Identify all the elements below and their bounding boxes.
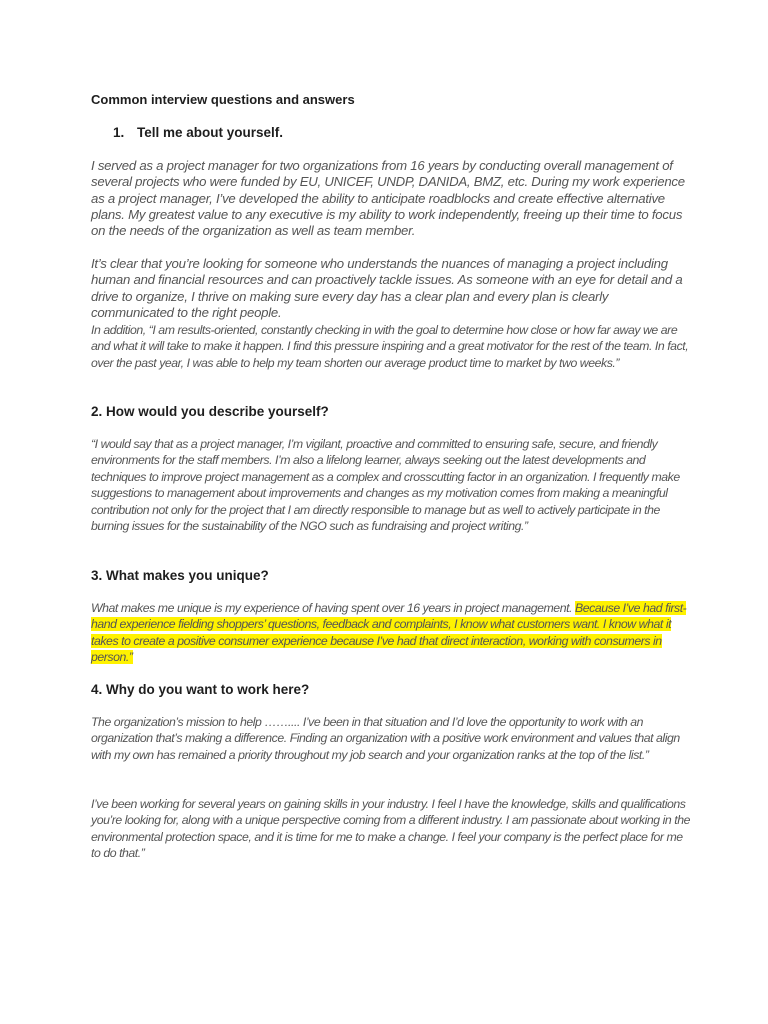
question-text-1: Tell me about yourself. (137, 125, 284, 140)
answer-1-paragraph-1: I served as a project manager for two organizations from 16 years by conducting overall management of several projects who were funded by EU, UNICEF, UNDP, DANIDA, BMZ, etc. During my work experience as a project manager, I’ve developed the ability to anticipate roadblocks and create effective alternative plans. My greatest value to any executive is my ability to work independently, freeing up their time to focus on the needs of the organization as well as team member. (91, 158, 685, 239)
answer-3-plain-text: What makes me unique is my experience of having spent over 16 years in project management. (91, 601, 573, 615)
question-heading-3: 3. What makes you unique? (91, 568, 269, 583)
question-heading-1 (113, 125, 283, 140)
answer-3-paragraph-1 (91, 600, 691, 666)
question-number-1: 1. (113, 125, 125, 140)
answer-1-paragraph-2: It’s clear that you’re looking for someone who understands the nuances of managing a project including human and financial resources and can proactively tackle issues. As someone with an eye for detail and a drive to organize, I thrive on making sure every day has a clear plan and every plan is clearly communicated to the right people. (91, 256, 683, 320)
question-heading-4: 4. Why do you want to work here? (91, 682, 310, 697)
answer-4-paragraph-2: I’ve been working for several years on gaining skills in your industry. I feel I have the knowledge, skills and qualifications you’re looking for, along with a unique perspective coming from a different industry. I am passionate about working in the environmental protection space, and it is time for me to make a change. I feel your company is the perfect place for me to do that.” (91, 797, 691, 861)
document-title: Common interview questions and answers (91, 92, 355, 107)
question-heading-2: 2. How would you describe yourself? (91, 404, 329, 419)
answer-4-paragraph-1: The organization’s mission to help …….... I’ve been in that situation and I’d love the opportunity to work with an organization that’s making a difference. Finding an organization with a positive work environment and values that align with my own has remained a priority throughout my job search and your organization ranks at the top of the list.” (91, 715, 680, 762)
answer-3-highlighted-text: Because I’ve had first-hand experience fielding shoppers’ questions, feedback and complaints, I know what customers want. I know what it takes to create a positive consumer experience because I’ve had that direct interaction, working with consumers in person.” (91, 601, 687, 665)
answer-2-paragraph-1: “I would say that as a project manager, I’m vigilant, proactive and committed to ensuring safe, secure, and friendly environments for the staff members. I’m also a lifelong learner, always seeking out the latest developments and techniques to improve project management as a complex and crosscutting factor in an organization. I frequently make suggestions to management about improvements and changes as my motivation comes from making a meaningful contribution not only for the project that I am directly responsible to manage but as well to actively participate in the burning issues for the sustainability of the NGO such as fundraising and project writing.” (91, 437, 680, 534)
answer-1-paragraph-3: In addition, “I am results-oriented, constantly checking in with the goal to determine how close or how far away we are and what it will take to make it happen. I find this pressure inspiring and a great motivator for the rest of the team. In fact, over the past year, I was able to help my team shorten our average product time to market by two weeks.” (91, 323, 689, 370)
